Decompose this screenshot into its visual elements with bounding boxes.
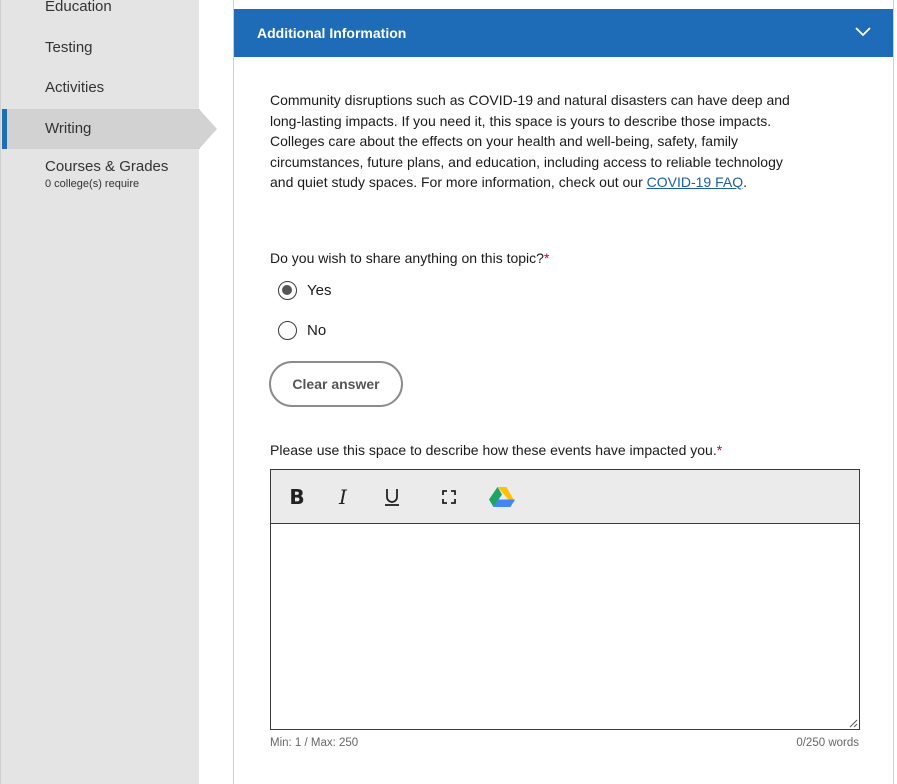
active-nav-pointer — [199, 109, 217, 149]
intro-end: . — [743, 174, 747, 190]
sidebar-item-label: Education — [45, 0, 112, 15]
question-text: Do you wish to share anything on this topic? — [270, 250, 544, 266]
radio-option-yes[interactable] — [278, 279, 331, 301]
sidebar-item-writing[interactable] — [2, 109, 200, 149]
section-header[interactable] — [234, 9, 893, 57]
sidebar — [0, 0, 199, 784]
sidebar-item-label: Courses & Grades — [45, 158, 169, 175]
editor-toolbar — [271, 470, 859, 524]
share-question — [270, 250, 549, 266]
required-marker: * — [543, 250, 550, 266]
chevron-down-icon[interactable] — [855, 25, 871, 37]
clear-answer-button[interactable]: Clear answer — [269, 361, 403, 407]
radio-button-unchecked[interactable] — [278, 321, 297, 340]
rich-text-editor — [270, 469, 860, 730]
google-drive-button[interactable] — [489, 484, 515, 510]
fullscreen-button[interactable] — [441, 484, 457, 510]
word-count: 0/250 words — [796, 737, 859, 749]
radio-label-no: No — [307, 321, 327, 339]
additional-information-section — [233, 9, 894, 784]
sidebar-item-education[interactable] — [2, 0, 200, 20]
covid-faq-link[interactable]: COVID-19 FAQ — [646, 174, 744, 190]
word-limits: Min: 1 / Max: 250 — [270, 737, 359, 749]
section-title: Additional Information — [257, 25, 407, 41]
underline-button[interactable] — [383, 484, 401, 510]
sidebar-item-activities[interactable] — [2, 76, 200, 100]
impact-textarea[interactable] — [271, 524, 859, 728]
radio-label-yes: Yes — [307, 281, 332, 299]
intro-paragraph — [270, 90, 810, 193]
impact-prompt — [270, 442, 722, 458]
required-marker: * — [716, 442, 723, 458]
underline-icon — [383, 486, 401, 508]
sidebar-item-label: Writing — [45, 120, 92, 137]
bold-button[interactable]: B — [289, 485, 305, 509]
sidebar-item-sublabel: 0 college(s) require — [45, 178, 140, 190]
sidebar-item-courses-grades[interactable] — [2, 158, 200, 194]
google-drive-icon — [489, 486, 515, 508]
intro-text: Community disruptions such as COVID-19 and natural disasters can have deep and long-lasting impacts. If you need it, this space is yours to describe those impacts. Colleges care about the effects on your health and well-being, safety, family circumstances, future plans, and education, including access to reliable technology and quiet study spaces. For more information, check out our — [270, 92, 790, 190]
radio-option-no[interactable] — [278, 319, 326, 341]
resize-handle-icon[interactable] — [848, 718, 858, 728]
prompt-text: Please use this space to describe how these events have impacted you. — [270, 442, 717, 458]
sidebar-item-testing[interactable] — [2, 36, 200, 60]
sidebar-item-label: Testing — [45, 39, 93, 56]
radio-button-checked[interactable] — [278, 281, 297, 300]
fullscreen-icon — [442, 490, 456, 504]
sidebar-item-label: Activities — [45, 79, 105, 96]
italic-button[interactable]: I — [339, 485, 347, 509]
